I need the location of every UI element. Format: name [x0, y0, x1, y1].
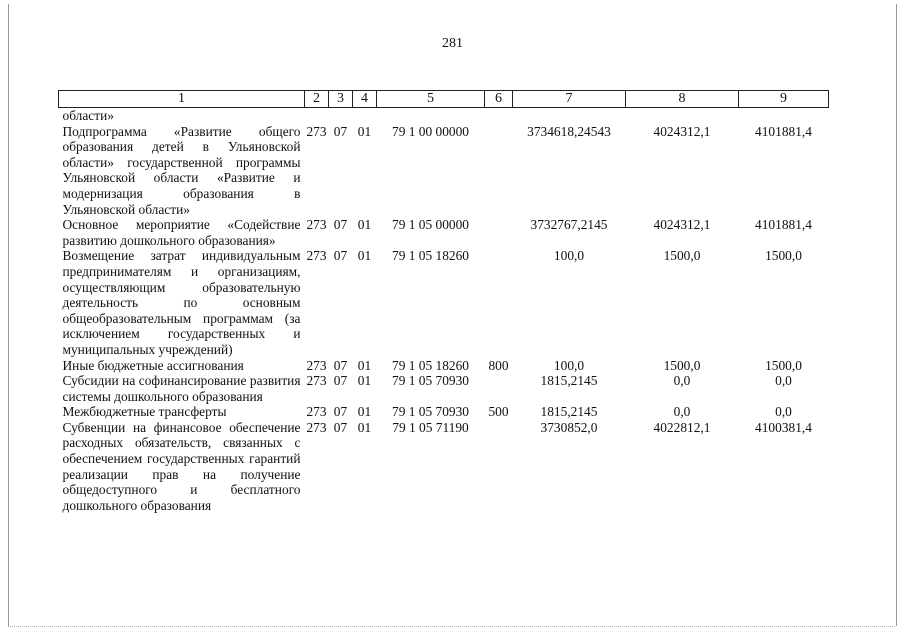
- cell-expense-type: [485, 420, 513, 514]
- header-cell: 3: [329, 91, 353, 108]
- cell-expense-type: [485, 373, 513, 404]
- cell-ministry: 273: [306, 248, 327, 264]
- cell-amount-2: 4024312,1: [653, 217, 711, 233]
- cell-amount-3: 0,0: [775, 373, 792, 389]
- table-row: [59, 404, 829, 420]
- cell-amount-3: 1500,0: [765, 248, 802, 264]
- cell-amount-1: 1815,2145: [540, 404, 598, 420]
- cell-amount-1: 100,0: [553, 357, 585, 373]
- cell-amount-1: 1815,2145: [540, 373, 598, 389]
- cell-expense-type: [485, 108, 513, 124]
- budget-table: [58, 90, 829, 513]
- cell-amount-1: 3732767,2145: [530, 217, 608, 233]
- table-row: [59, 248, 829, 357]
- cell-subsection: 01: [357, 419, 372, 435]
- row-name: Межбюджетные трансферты: [62, 404, 227, 420]
- cell-amount-3: 0,0: [775, 404, 792, 420]
- table-row: [59, 420, 829, 514]
- cell-ministry: 273: [306, 357, 327, 373]
- cell-subsection: [353, 108, 377, 124]
- cell-section: 07: [333, 217, 348, 233]
- header-cell: 4: [353, 91, 377, 108]
- cell-target-article: 79 1 05 00000: [392, 217, 469, 233]
- row-name: Подпрограмма «Развитие общего образования детей в Ульяновской области» государственной программы Ульяновской области «Развитие и модернизация образования в Ульяновской области»: [62, 123, 301, 217]
- cell-ministry: [305, 108, 329, 124]
- cell-ministry: 273: [306, 404, 327, 420]
- row-name: Субсидии на софинансирование развития системы дошкольного образования: [62, 373, 301, 404]
- table-row: [59, 124, 829, 218]
- cell-amount-3: 4101881,4: [755, 217, 812, 233]
- header-cell: 6: [485, 91, 513, 108]
- cell-subsection: 01: [357, 123, 372, 139]
- cell-subsection: 01: [357, 217, 372, 233]
- cell-target-article: 79 1 05 70930: [392, 373, 469, 389]
- cell-amount-2: 0,0: [673, 373, 691, 389]
- header-cell: 9: [739, 91, 829, 108]
- table-row: [59, 217, 829, 248]
- cell-section: 07: [333, 248, 348, 264]
- cell-section: 07: [333, 419, 348, 435]
- cell-target-article: [377, 108, 485, 124]
- cell-expense-type: [485, 248, 513, 357]
- page-number: 281: [442, 36, 463, 51]
- table-row: [59, 108, 829, 124]
- header-cell: 8: [626, 91, 739, 108]
- cell-ministry: 273: [306, 373, 327, 389]
- cell-amount-1: 3730852,0: [540, 419, 598, 435]
- cell-target-article: 79 1 05 18260: [392, 248, 469, 264]
- row-name: области»: [62, 108, 114, 123]
- cell-target-article: 79 1 05 71190: [392, 419, 469, 435]
- cell-subsection: 01: [357, 357, 372, 373]
- cell-amount-2: 4022812,1: [653, 419, 711, 435]
- cell-amount-1: 100,0: [553, 248, 585, 264]
- cell-section: [329, 108, 353, 124]
- cell-expense-type: [485, 217, 513, 248]
- cell-ministry: 273: [306, 123, 327, 139]
- cell-amount-2: 4024312,1: [653, 123, 711, 139]
- cell-section: 07: [333, 373, 348, 389]
- table-row: [59, 358, 829, 374]
- cell-expense-type: 800: [488, 357, 509, 373]
- cell-amount-1: [513, 108, 626, 124]
- cell-ministry: 273: [306, 217, 327, 233]
- cell-target-article: 79 1 05 18260: [392, 357, 469, 373]
- table-row: [59, 373, 829, 404]
- cell-expense-type: [485, 124, 513, 218]
- scan-edge-divider: [8, 626, 895, 629]
- cell-amount-2: 1500,0: [663, 248, 701, 264]
- row-name: Иные бюджетные ассигнования: [62, 357, 244, 373]
- row-name: Возмещение затрат индивидуальным предпринимателям и организациям, осуществляющим образовательную деятельность по основным общеобразовательным программам (за исключением государственных и муниципальных учреждений): [62, 248, 301, 357]
- cell-subsection: 01: [357, 373, 372, 389]
- row-name: Основное мероприятие «Содействие развитию дошкольного образования»: [62, 217, 301, 248]
- cell-target-article: 79 1 05 70930: [392, 404, 469, 420]
- cell-target-article: 79 1 00 00000: [392, 123, 469, 139]
- cell-subsection: 01: [357, 248, 372, 264]
- cell-amount-3: 4100381,4: [755, 419, 812, 435]
- cell-amount-3: 4101881,4: [755, 123, 812, 139]
- header-row: [59, 91, 829, 108]
- cell-section: 07: [333, 404, 348, 420]
- row-name: Субвенции на финансовое обеспечение расходных обязательств, связанных с обеспечением государственных гарантий реализации прав на получение общедоступного и бесплатного дошкольного образования: [62, 419, 301, 513]
- cell-amount-3: [739, 108, 829, 124]
- cell-section: 07: [333, 123, 348, 139]
- header-cell: 1: [59, 91, 305, 108]
- header-cell: 5: [377, 91, 485, 108]
- cell-subsection: 01: [357, 404, 372, 420]
- cell-amount-2: 0,0: [673, 404, 691, 420]
- cell-ministry: 273: [306, 419, 327, 435]
- cell-amount-1: 3734618,24543: [527, 123, 611, 139]
- cell-amount-2: 1500,0: [663, 357, 701, 373]
- cell-amount-2: [626, 108, 739, 124]
- cell-section: 07: [333, 357, 348, 373]
- cell-expense-type: 500: [488, 404, 509, 420]
- header-cell: 2: [305, 91, 329, 108]
- cell-amount-3: 1500,0: [765, 357, 802, 373]
- header-cell: 7: [513, 91, 626, 108]
